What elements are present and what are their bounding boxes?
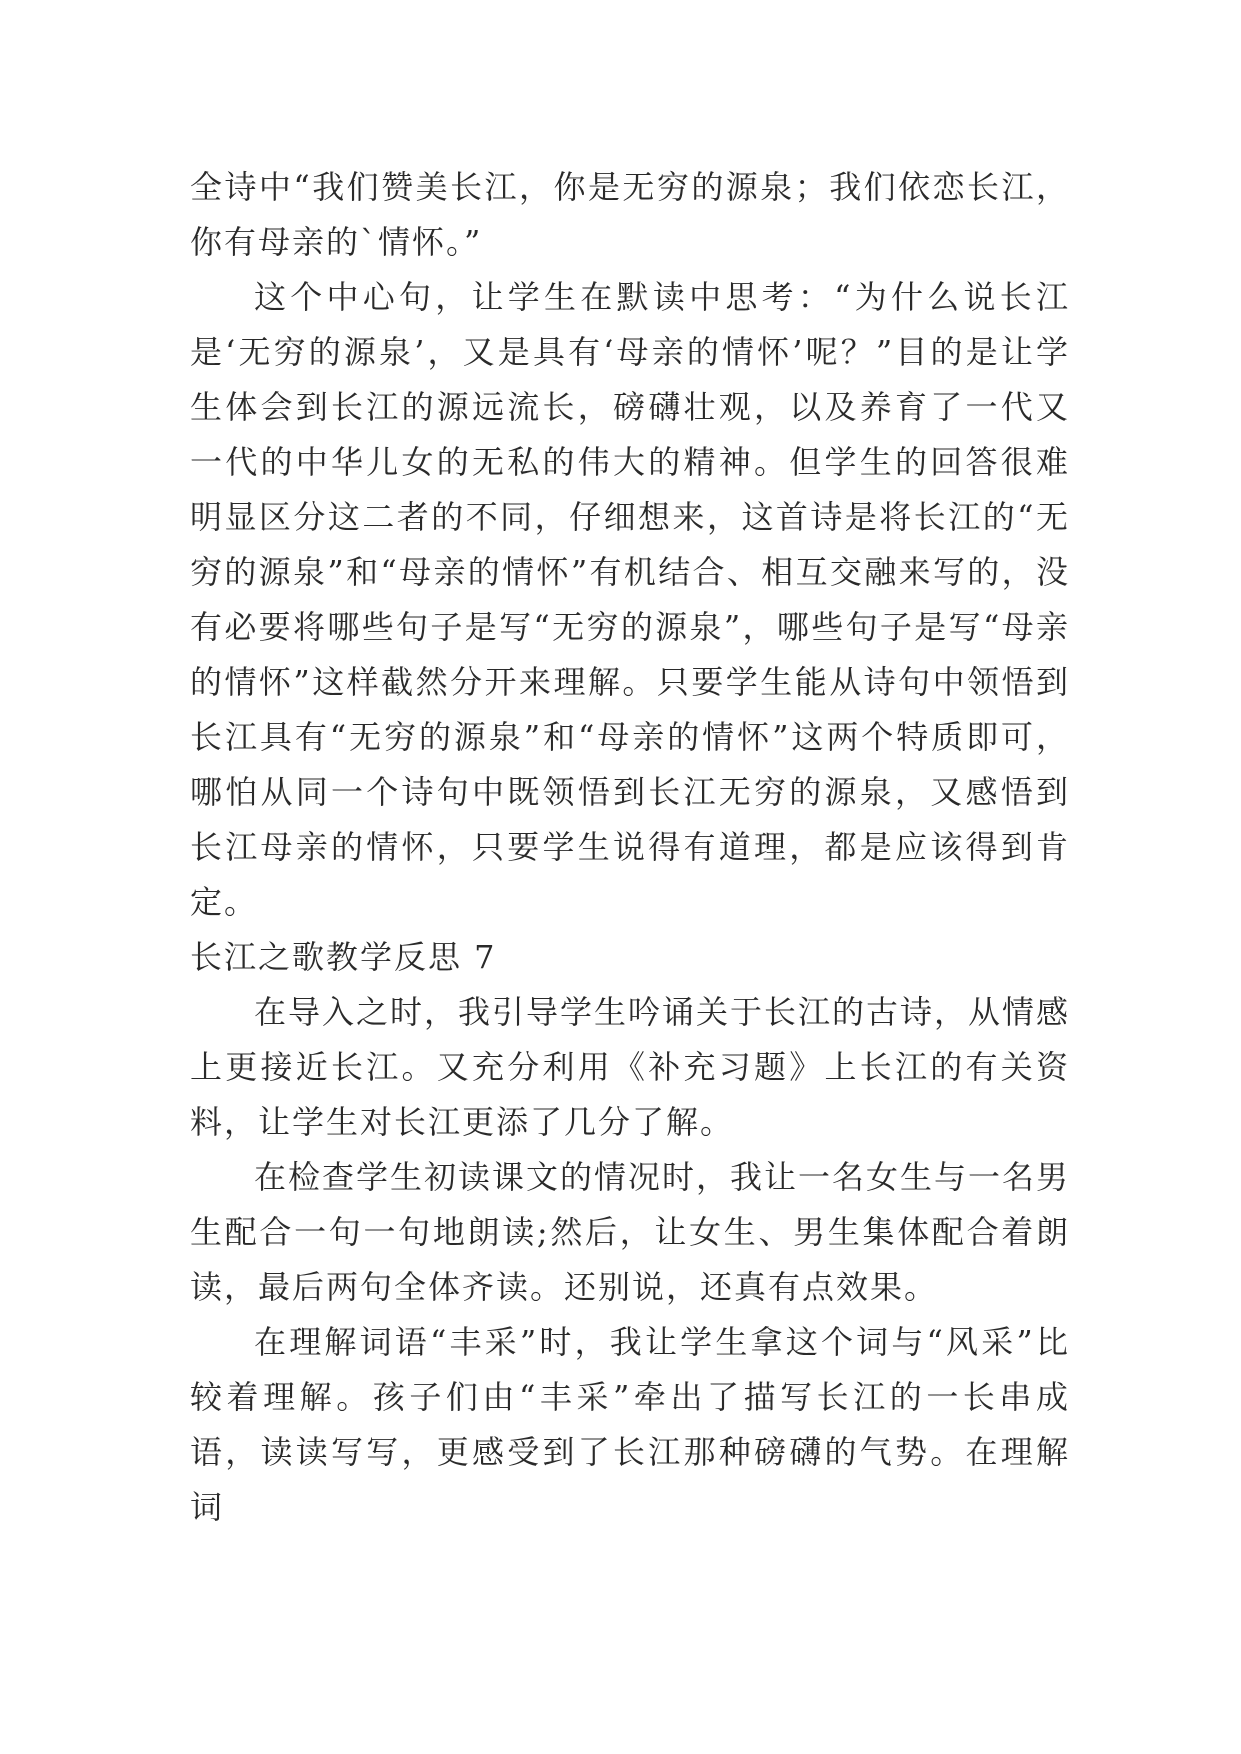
document-body bbox=[190, 160, 1070, 1535]
paragraph-continuation: 全诗中“我们赞美长江，你是无穷的源泉；我们依恋长江，你有母亲的`情怀。” bbox=[190, 168, 1070, 261]
paragraph-introduction: 在导入之时，我引导学生吟诵关于长江的古诗，从情感上更接近长江。又充分利用《补充习题》上长江的有关资料，让学生对长江更添了几分了解。 bbox=[190, 993, 1071, 1141]
paragraph-vocabulary: 在理解词语“丰采”时，我让学生拿这个词与“风采”比较着理解。孩子们由“丰采”牵出了描写长江的一长串成语，读读写写，更感受到了长江那种磅礴的气势。在理解词 bbox=[190, 1323, 1070, 1526]
section-heading: 长江之歌教学反思 7 bbox=[190, 938, 497, 976]
paragraph-central-sentence: 这个中心句，让学生在默读中思考：“为什么说长江是‘无穷的源泉’，又是具有‘母亲的情怀’呢？”目的是让学生体会到长江的源远流长，磅礴壮观，以及养育了一代又一代的中华儿女的无私的伟大的精神。但学生的回答很难明显区分这二者的不同，仔细想来，这首诗是将长江的“无穷的源泉”和“母亲的情怀”有机结合、相互交融来写的，没有必要将哪些句子是写“无穷的源泉”，哪些句子是写“母亲的情怀”这样截然分开来理解。只要学生能从诗句中领悟到长江具有“无穷的源泉”和“母亲的情怀”这两个特质即可，哪怕从同一个诗句中既领悟到长江无穷的源泉，又感悟到长江母亲的情怀，只要学生说得有道理，都是应该得到肯定。 bbox=[190, 278, 1070, 921]
paragraph-reading-check: 在检查学生初读课文的情况时，我让一名女生与一名男生配合一句一句地朗读;然后，让女生、男生集体配合着朗读，最后两句全体齐读。还别说，还真有点效果。 bbox=[190, 1158, 1071, 1306]
